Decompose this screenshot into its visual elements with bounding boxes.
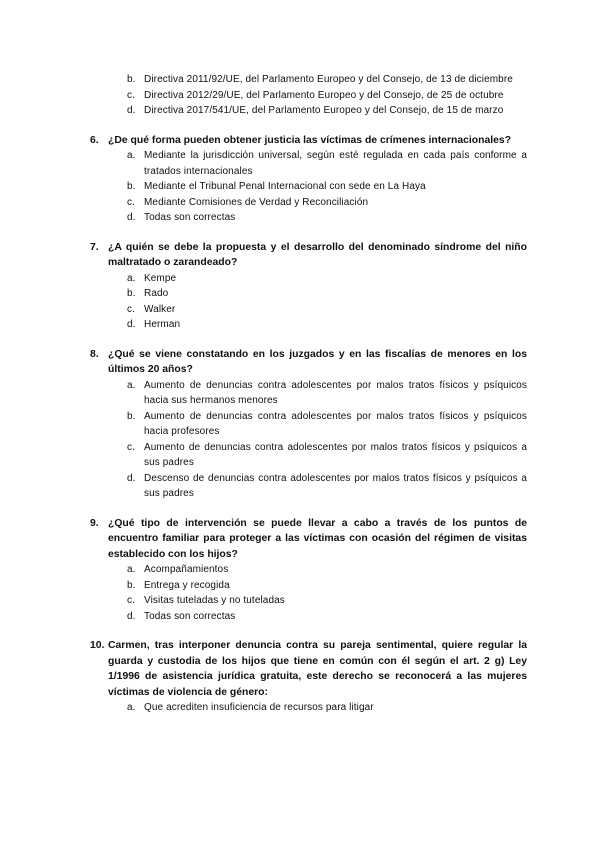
option-item: [0, 302, 600, 318]
option-item: [0, 179, 600, 195]
question-title: [0, 133, 600, 149]
continuation-block: [0, 0, 600, 119]
question-number: 8.: [90, 348, 99, 360]
option-item: [0, 72, 600, 88]
question-text: ¿A quién se debe la propuesta y el desarrollo del denominado síndrome del niño maltratado o zarandeado?: [108, 241, 527, 268]
option-item: [0, 210, 600, 226]
option-item: [0, 195, 600, 211]
option-letter: c.: [127, 441, 135, 453]
option-item: [0, 409, 600, 440]
option-letter: b.: [127, 74, 136, 85]
option-letter: a.: [127, 379, 136, 391]
option-letter: d.: [127, 212, 136, 223]
option-text: Directiva 2011/92/UE, del Parlamento Europeo y del Consejo, de 13 de diciembre: [144, 74, 513, 85]
option-text: Que acrediten insuficiencia de recursos para litigar: [144, 702, 374, 713]
option-item: [0, 148, 600, 179]
option-text: Acompañamientos: [144, 564, 229, 575]
option-item: [0, 562, 600, 578]
option-item: [0, 593, 600, 609]
question-number: 7.: [90, 241, 99, 253]
question-options: [0, 378, 600, 502]
option-letter: d.: [127, 472, 136, 484]
option-text: Mediante el Tribunal Penal Internacional con sede en La Haya: [144, 181, 426, 192]
question-options: [0, 148, 600, 226]
option-text: Todas son correctas: [144, 212, 236, 223]
option-text: Mediante la jurisdicción universal, según esté regulada en cada país conforme a tratados internacionales: [144, 150, 527, 177]
question-text: ¿Qué se viene constatando en los juzgados y en las fiscalías de menores en los últimos 20 años?: [108, 348, 527, 375]
question-8: [0, 347, 600, 502]
option-item: [0, 609, 600, 625]
option-letter: b.: [127, 410, 136, 422]
option-text: Walker: [144, 303, 176, 315]
option-text: Mediante Comisiones de Verdad y Reconciliación: [144, 196, 369, 208]
option-text: Todas son correctas: [144, 610, 236, 622]
option-text: Visitas tuteladas y no tuteladas: [144, 595, 285, 606]
question-text: Carmen, tras interponer denuncia contra su pareja sentimental, quiere regular la guarda y custodia de los hijos que tiene en común con él según el art. 2 g) Ley 1/1996 de asistencia jurídica gratuita, este derecho se reconocerá a las mujeres víctimas de violencia de género:: [108, 640, 527, 698]
option-letter: c.: [127, 303, 135, 315]
option-letter: a.: [127, 272, 136, 284]
option-item: [0, 103, 600, 119]
option-letter: b.: [127, 579, 136, 591]
question-7: [0, 240, 600, 333]
option-text: Aumento de denuncias contra adolescentes por malos tratos físicos y psíquicos hacia profesores: [144, 410, 527, 437]
option-text: Aumento de denuncias contra adolescentes por malos tratos físicos y psíquicos hacia sus hermanos menores: [144, 379, 527, 406]
option-text: Rado: [144, 288, 169, 299]
option-item: [0, 700, 600, 716]
question-text: ¿Qué tipo de intervención se puede llevar a cabo a través de los puntos de encuentro familiar para proteger a las víctimas con ocasión del régimen de visitas establecido con los hijos?: [108, 517, 527, 560]
question-options: [0, 271, 600, 333]
option-letter: b.: [127, 181, 136, 192]
question-number: 9.: [90, 517, 99, 529]
option-letter: c.: [127, 196, 135, 208]
option-letter: a.: [127, 564, 136, 575]
question-6: [0, 133, 600, 226]
option-item: [0, 440, 600, 471]
option-text: Herman: [144, 319, 181, 330]
option-letter: b.: [127, 288, 136, 299]
option-text: Directiva 2017/541/UE, del Parlamento Europeo y del Consejo, de 15 de marzo: [144, 105, 504, 116]
option-text: Aumento de denuncias contra adolescentes por malos tratos físicos y psíquicos a sus padres: [144, 441, 527, 468]
option-item: [0, 88, 600, 104]
question-title: [0, 347, 600, 378]
question-number: 10.: [90, 640, 105, 651]
option-item: [0, 317, 600, 333]
question-options: [0, 700, 600, 716]
option-item: [0, 471, 600, 502]
option-letter: c.: [127, 595, 135, 606]
question-10: [0, 638, 600, 716]
option-text: Kempe: [144, 272, 177, 284]
question-9: [0, 516, 600, 625]
option-item: [0, 286, 600, 302]
option-letter: d.: [127, 105, 136, 116]
option-letter: a.: [127, 150, 136, 161]
option-letter: d.: [127, 610, 136, 622]
option-item: [0, 578, 600, 594]
option-letter: a.: [127, 702, 136, 713]
question-number: 6.: [90, 134, 99, 146]
option-letter: c.: [127, 89, 135, 101]
question-options: [0, 562, 600, 624]
option-letter: d.: [127, 319, 136, 330]
option-text: Entrega y recogida: [144, 579, 230, 591]
continuation-options: [0, 72, 600, 119]
option-text: Directiva 2012/29/UE, del Parlamento Europeo y del Consejo, de 25 de octubre: [144, 89, 504, 101]
question-title: [0, 240, 600, 271]
question-title: [0, 516, 600, 563]
option-item: [0, 271, 600, 287]
question-text: ¿De qué forma pueden obtener justicia las víctimas de crímenes internacionales?: [108, 134, 512, 146]
question-title: [0, 638, 600, 700]
option-item: [0, 378, 600, 409]
option-text: Descenso de denuncias contra adolescentes por malos tratos físicos y psíquicos a sus padres: [144, 472, 527, 499]
